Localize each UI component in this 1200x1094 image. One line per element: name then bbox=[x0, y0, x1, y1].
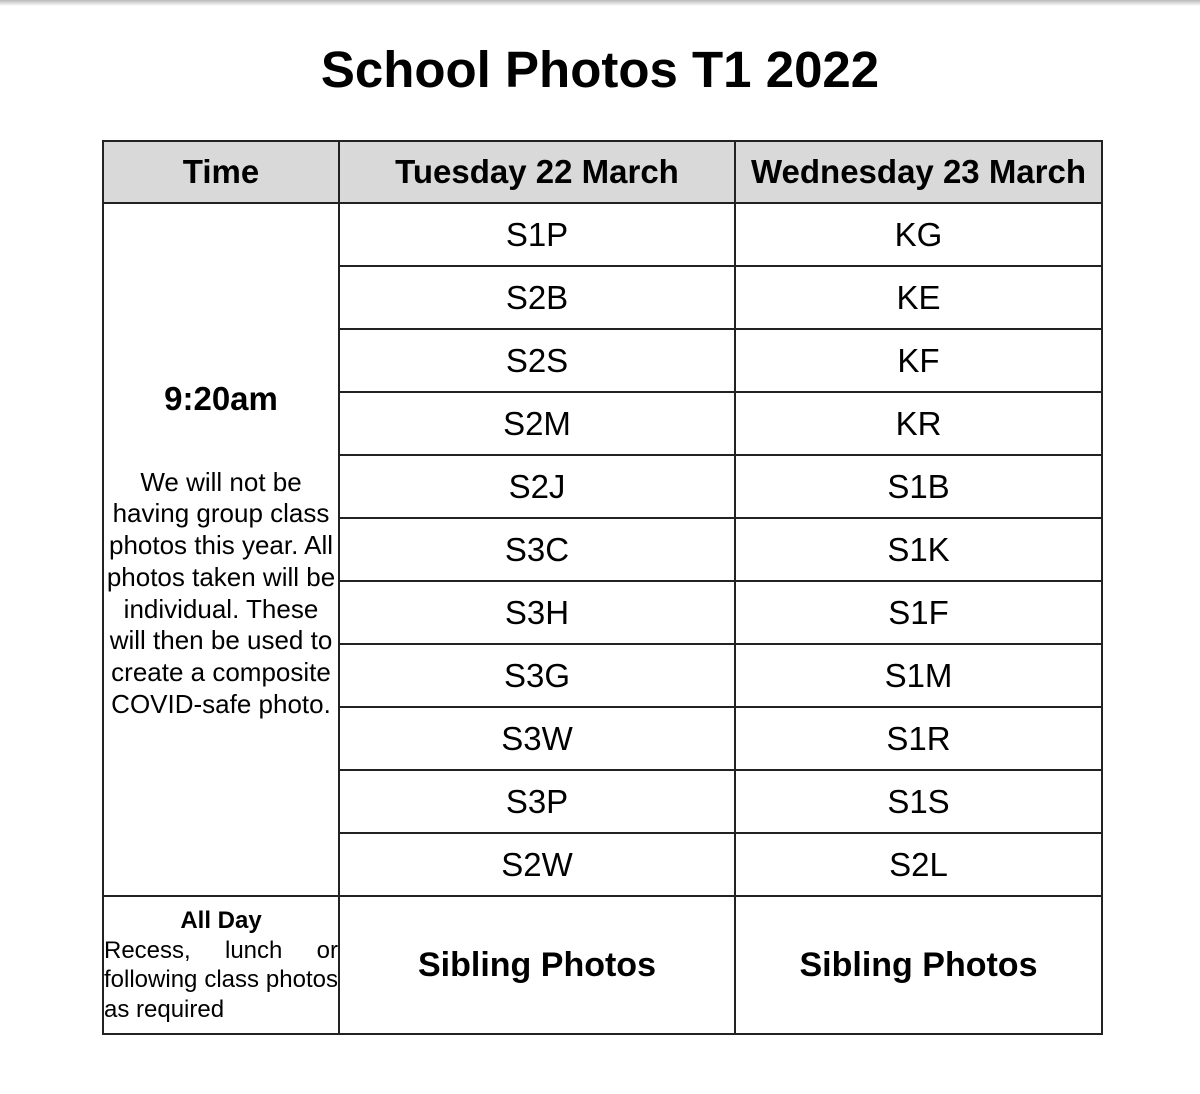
wednesday-class: S1F bbox=[735, 581, 1102, 644]
tuesday-column-header: Tuesday 22 March bbox=[339, 141, 735, 203]
wednesday-class: KR bbox=[735, 392, 1102, 455]
wednesday-class: S2L bbox=[735, 833, 1102, 896]
wednesday-class: S1K bbox=[735, 518, 1102, 581]
tuesday-class: S2B bbox=[339, 266, 735, 329]
page-top-shadow bbox=[0, 0, 1200, 6]
session-time-cell bbox=[103, 203, 339, 896]
tuesday-class: S2M bbox=[339, 392, 735, 455]
all-day-note: Recess, lunch or following class photos as required bbox=[104, 936, 338, 1023]
wednesday-class: S1S bbox=[735, 770, 1102, 833]
session-note: We will not be having group class photos this year. All photos taken will be individual. These will then be used to create a composite COVID-safe photo. bbox=[106, 466, 336, 719]
wednesday-class: S1M bbox=[735, 644, 1102, 707]
all-day-label: All Day bbox=[180, 907, 262, 934]
wednesday-sibling-photos: Sibling Photos bbox=[735, 896, 1102, 1034]
tuesday-sibling-photos: Sibling Photos bbox=[339, 896, 735, 1034]
wednesday-class: KE bbox=[735, 266, 1102, 329]
time-column-header: Time bbox=[103, 141, 339, 203]
photo-schedule-table bbox=[102, 140, 1103, 1035]
tuesday-class: S1P bbox=[339, 203, 735, 266]
table-header-row bbox=[103, 141, 1102, 203]
tuesday-class: S2W bbox=[339, 833, 735, 896]
tuesday-class: S3P bbox=[339, 770, 735, 833]
tuesday-class: S3G bbox=[339, 644, 735, 707]
page-title: School Photos T1 2022 bbox=[320, 41, 880, 98]
table-row bbox=[103, 203, 1102, 266]
session-time: 9:20am bbox=[164, 379, 278, 417]
all-day-cell bbox=[103, 896, 339, 1034]
all-day-row bbox=[103, 896, 1102, 1034]
wednesday-class: S1R bbox=[735, 707, 1102, 770]
wednesday-column-header: Wednesday 23 March bbox=[735, 141, 1102, 203]
wednesday-class: KG bbox=[735, 203, 1102, 266]
wednesday-class: KF bbox=[735, 329, 1102, 392]
tuesday-class: S3C bbox=[339, 518, 735, 581]
tuesday-class: S3W bbox=[339, 707, 735, 770]
tuesday-class: S2S bbox=[339, 329, 735, 392]
tuesday-class: S3H bbox=[339, 581, 735, 644]
tuesday-class: S2J bbox=[339, 455, 735, 518]
wednesday-class: S1B bbox=[735, 455, 1102, 518]
